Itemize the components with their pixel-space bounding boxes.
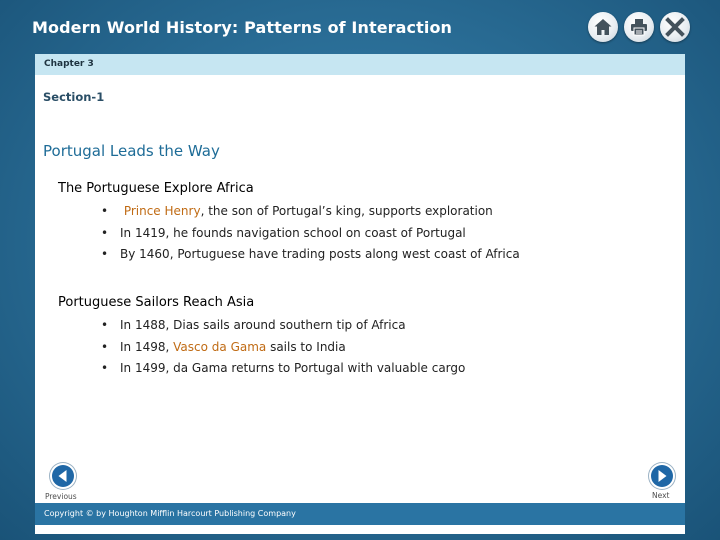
home-icon — [593, 17, 613, 37]
bullet-icon: • — [101, 339, 109, 354]
previous-button[interactable] — [52, 465, 74, 487]
top-toolbar — [588, 12, 690, 42]
content-panel — [35, 54, 685, 534]
close-icon — [665, 17, 685, 37]
bullet-list — [101, 204, 520, 269]
topic-title: The Portuguese Explore Africa — [58, 181, 254, 196]
list-item: • In 1498, Vasco da Gama sails to India — [101, 339, 346, 354]
bullet-icon: • — [101, 247, 109, 261]
list-item: • In 1488, Dias sails around southern tip of Africa — [101, 318, 406, 332]
list-item: • In 1419, he founds navigation school on coast of Portugal — [101, 225, 466, 240]
section-label: Section-1 — [43, 90, 105, 104]
footer-bar — [35, 503, 685, 525]
bullet-icon: • — [101, 204, 109, 218]
home-button[interactable] — [588, 12, 618, 42]
bullet-list — [101, 318, 465, 383]
next-button[interactable] — [651, 465, 673, 487]
chapter-label: Chapter 3 — [44, 59, 94, 69]
list-item: • By 1460, Portuguese have trading posts along west coast of Africa — [101, 247, 520, 261]
app-title: Modern World History: Patterns of Interaction — [32, 18, 453, 37]
copyright-text: Copyright © by Houghton Mifflin Harcourt Publishing Company — [44, 509, 296, 518]
bullet-icon: • — [101, 225, 109, 240]
list-item: • In 1499, da Gama returns to Portugal with valuable cargo — [101, 361, 466, 375]
chapter-bar — [35, 54, 685, 75]
close-button[interactable] — [660, 12, 690, 42]
arrow-right-icon — [651, 465, 673, 487]
bullet-icon: • — [101, 361, 109, 375]
slide-heading: Portugal Leads the Way — [43, 142, 220, 160]
previous-label[interactable]: Previous — [45, 492, 77, 501]
topic-title: Portuguese Sailors Reach Asia — [58, 295, 255, 310]
print-icon — [629, 17, 649, 37]
arrow-left-icon — [52, 465, 74, 487]
highlighted-term: Vasco da Gama — [173, 339, 267, 354]
highlighted-term: Prince Henry — [120, 204, 201, 218]
print-button[interactable] — [624, 12, 654, 42]
next-label[interactable]: Next — [652, 491, 670, 500]
list-item: • Prince Henry, the son of Portugal’s king, supports exploration — [101, 204, 493, 218]
bullet-icon: • — [101, 318, 109, 332]
